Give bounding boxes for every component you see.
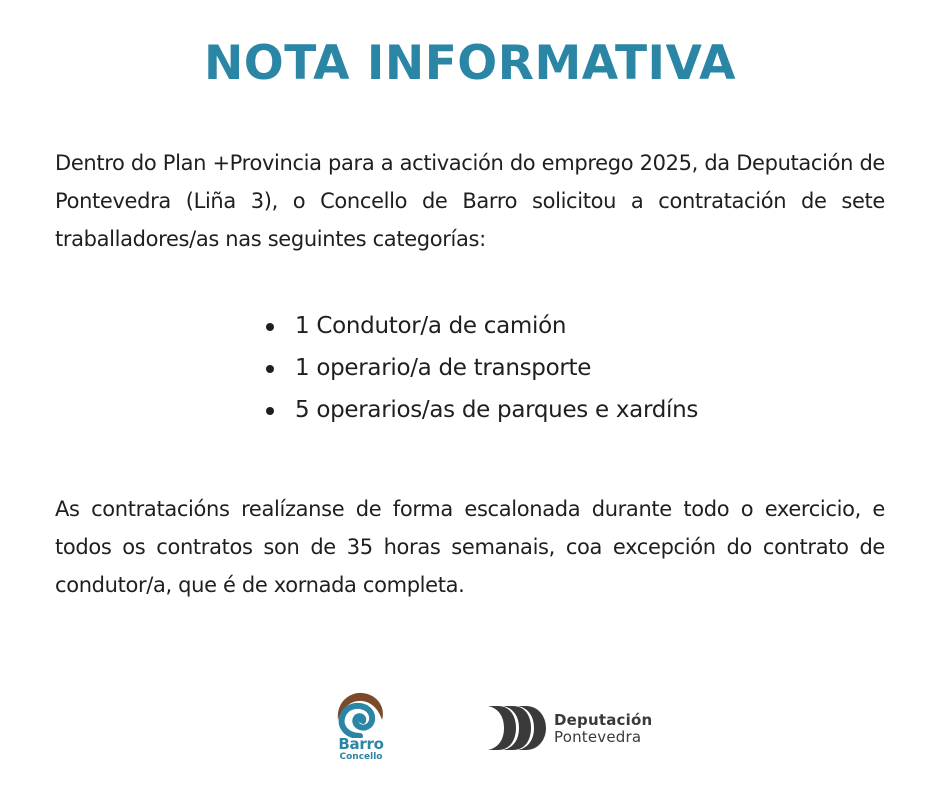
barro-subtitle: Concello <box>339 752 383 762</box>
roles-list <box>266 306 698 432</box>
bullet-icon <box>266 365 274 373</box>
list-item <box>266 348 698 390</box>
barro-name: Barro <box>338 735 384 753</box>
barro-spiral-icon <box>334 690 386 738</box>
role-label: 1 operario/a de transporte <box>295 355 592 381</box>
deputacion-line1: Deputación <box>554 711 653 729</box>
details-paragraph: As contratacións realízanse de forma escalonada durante todo o exercicio, e todos os contratos son de 35 horas semanais, coa excepción do contrato de condutor/a, que é de xornada completa. <box>55 497 885 597</box>
barro-logo <box>330 690 390 772</box>
role-label: 1 Condutor/a de camión <box>295 313 567 339</box>
role-label: 5 operarios/as de parques e xardíns <box>295 397 699 423</box>
deputacion-line2: Pontevedra <box>554 728 642 746</box>
list-item <box>266 390 698 432</box>
deputacion-logo <box>486 704 676 756</box>
list-item <box>266 306 698 348</box>
deputacion-chevrons-icon <box>486 704 548 756</box>
bullet-icon <box>266 407 274 415</box>
page-title: NOTA INFORMATIVA <box>203 36 737 91</box>
intro-paragraph: Dentro do Plan +Provincia para a activación do emprego 2025, da Deputación de Pontevedra (Liña 3), o Concello de Barro solicitou a contratación de sete traballadores/as nas seguintes categorías: <box>55 151 885 251</box>
bullet-icon <box>266 323 274 331</box>
